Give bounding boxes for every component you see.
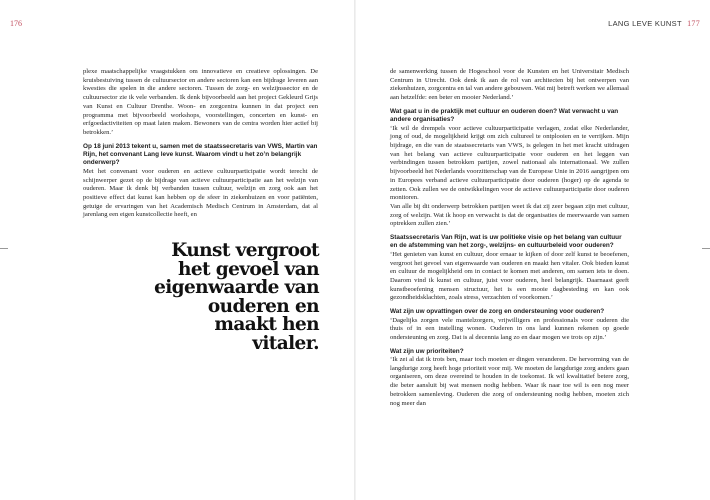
paragraph: de samenwerking tussen de Hogeschool voor de Kunsten en het Universitair Medisch Centrum in Utrecht. Ook denk ik aan de rol van architecten bij het ontwerpen van ziekenhuizen, zorgcentra en tal van andere gebouwen. Wat mij betreft werken we allemaal aan hetzelfde: een beter en mooier Nederland.’ [390, 68, 629, 102]
left-page-number: 176 [10, 19, 22, 28]
paragraph: ‘Ik zei al dat ik trots ben, maar toch moeten er dingen veranderen. De hervorming van de langdurige zorg heeft hoge prioriteit voor mij. We moeten de langdurige zorg anders gaan organiseren, om deze overeind te houden in de toekomst. Ik wil kwalitatief betere zorg, die beter aansluit bij wat mensen nodig hebben. Waar ik naar toe wil is een nog meer betrokken samenleving. Ouderen die zorg of ondersteuning nodig hebben, moeten zich nog meer dan [390, 356, 629, 407]
page-gutter [354, 0, 356, 500]
paragraph: ‘Dagelijks zorgen vele mantelzorgers, vrijwilligers en professionals voor ouderen die thuis of in een instelling wonen. Ouderen in ons land kunnen rekenen op goede ondersteuning en zorg. Dat is al decennia lang zo en daar mogen we trots op zijn.’ [390, 316, 629, 341]
paragraph: plexe maatschappelijke vraagstukken om innovatieve en creatieve oplossingen. De kruisbestuiving tussen de cultuursector en andere sectoren kan een bijdrage leveren aan kwesties die spelen in die andere sectoren. Tussen de zorg- en welzijnssector en de cultuursector zie ik vele verbanden. Ik denk bijvoorbeeld aan het project Gekleurd Grijs van Kunst en Cultuur Drenthe. Woon- en zorgcentra kunnen in dat project een programma met bijvoorbeeld workshops, voorstellingen, concerten en kunst- en erfgoedactiviteiten op maat laten maken. Bewoners van de centra worden hier actief bij betrokken.’ [83, 68, 318, 136]
crop-mark-left [0, 248, 8, 249]
crop-mark-right [702, 248, 710, 249]
right-page-number: 177 [687, 19, 700, 28]
interview-question: Wat zijn uw opvattingen over de zorg en ondersteuning voor ouderen? [390, 308, 605, 316]
interview-question: Staatssecretaris Van Rijn, wat is uw politieke visie op het belang van cultuur en de afstemming van het zorg-, welzijns- en cultuurbeleid voor ouderen? [390, 234, 622, 250]
interview-question: Wat gaat u in de praktijk met cultuur en ouderen doen? Wat verwacht u van andere organisaties? [390, 107, 619, 124]
paragraph: ‘Het genieten van kunst en cultuur, door ernaar te kijken of door zelf kunst te beoefenen, vergroot het gevoel van eigenwaarde van ouderen en maakt hen vitaler. Ook bieden kunst en cultuur de mogelijkheid om in contact te komen met anderen, om samen iets te doen. Daarom vind ik kunst en cultuur, juist voor ouderen, heel belangrijk. Daarnaast geeft kunstbeoefening mensen structuur, het is een mooie dagbesteding en kan ook gezondheidsklachten, zoals stress, verzachten of voorkomen.’ [390, 250, 629, 302]
paragraph: Van alle bij dit onderwerp betrokken partijen weet ik dat zij zeer begaan zijn met cultuur, zorg of welzijn. Wat ik hoop en verwacht is dat de organisaties de meerwaarde van samen optrekken zullen zien.’ [390, 202, 629, 228]
pull-quote: Kunst vergroot het gevoel van eigenwaarde van ouderen en maakt hen vitaler. [154, 240, 319, 354]
paragraph: ‘Ik wil de drempels voor actieve cultuurparticipatie verlagen, zodat elke Nederlander, jong of oud, de mogelijkheid krijgt om zich cultureel te ontplooien en te verrijken. Mijn bijdrage, en die van de staatssecretaris van VWS, is gelegen in het met kracht uitdragen van het belang van actieve cultuurparticipatie voor ouderen en het leggen van verbindingen tussen betrokken partijen, zowel nationaal als internationaal. We zullen bijvoorbeeld het Nederlands voorzitterschap van de Europese Unie in 2016 aangrijpen om in Europees verband actieve cultuurparticipatie door ouderen (hoger) op de agenda te zetten. Ook zullen we de ontwikkelingen voor de actieve cultuurparticipatie door ouderen monitoren. [390, 124, 629, 202]
paragraph: Met het convenant voor ouderen en actieve cultuurparticipatie wordt terecht de schijnwerper gezet op de bijdrage van actieve cultuurparticipatie aan het welzijn van ouderen. Maar ik denk bij verbanden tussen cultuur, welzijn en zorg ook aan het positieve effect dat kunst kan hebben op de sfeer in ziekenhuizen en voor patiënten, getuige de ervaringen van het Academisch Medisch Centrum in Amsterdam, dat al jarenlang een eigen kunstcollectie heeft, en [83, 167, 318, 219]
left-text-column [83, 68, 318, 220]
interview-question: Wat zijn uw prioriteiten? [390, 347, 464, 355]
running-header [608, 19, 700, 28]
right-text-column [390, 68, 629, 408]
running-title: LANG LEVE KUNST [608, 19, 682, 28]
interview-question: Op 18 juni 2013 tekent u, samen met de staatssecretaris van VWS, Martin van Rijn, het convenant Lang leve kunst. Waarom vindt u het zo’n belangrijk onderwerp? [83, 142, 318, 167]
